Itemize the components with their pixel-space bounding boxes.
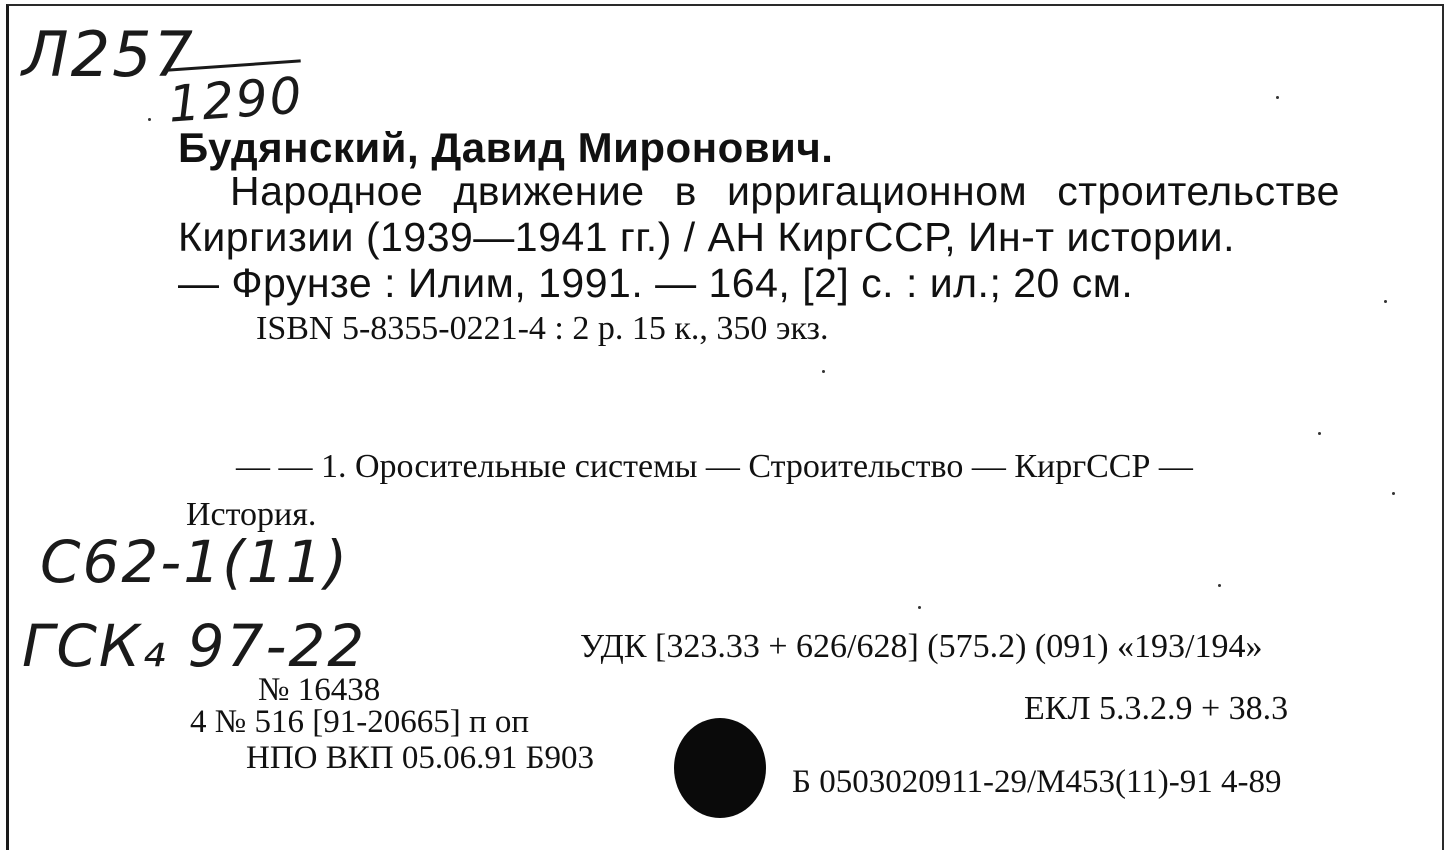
- speck: [1218, 584, 1221, 587]
- handwritten-shelf-number: Л257: [22, 18, 195, 91]
- isbn-line: ISBN 5-8355-0221-4 : 2 р. 15 к., 350 экз.: [256, 310, 829, 347]
- ekl-code: ЕКЛ 5.3.2.9 + 38.3: [1024, 690, 1289, 727]
- speck: [918, 606, 921, 609]
- speck: [148, 118, 151, 121]
- npo-line: НПО ВКП 05.06.91 Б903: [246, 740, 595, 776]
- handwritten-gsk-code: ГСК₄ 97-22: [22, 612, 367, 680]
- card-number: № 16438: [258, 672, 381, 708]
- title-line-1: Народное движение в ирригационном строительстве: [230, 168, 1340, 214]
- imprint-line: — Фрунзе : Илим, 1991. — 164, [2] с. : ил.; 20 см.: [178, 260, 1134, 306]
- subject-heading-line-2: История.: [186, 496, 317, 533]
- subject-heading-line-1: — — 1. Оросительные системы — Строительство — КиргССР —: [236, 448, 1193, 485]
- ink-blot: [674, 718, 766, 818]
- title-line-2: Киргизии (1939—1941 гг.) / АН КиргССР, Ин-т истории.: [178, 214, 1235, 260]
- author-heading: Будянский, Давид Миронович.: [178, 124, 834, 171]
- speck: [1318, 432, 1321, 435]
- order-line: 4 № 516 [91-20665] п оп: [190, 704, 530, 740]
- speck: [1384, 300, 1387, 303]
- handwritten-classification: С62-1(11): [40, 528, 350, 596]
- speck: [1276, 96, 1279, 99]
- handwritten-shelf-subnumber: 1290: [166, 59, 305, 133]
- speck: [822, 370, 825, 373]
- speck: [1392, 492, 1395, 495]
- udk-code: УДК [323.33 + 626/628] (575.2) (091) «193/194»: [580, 628, 1263, 665]
- bibliographic-code: Б 0503020911-29/М453(11)-91 4-89: [792, 764, 1282, 800]
